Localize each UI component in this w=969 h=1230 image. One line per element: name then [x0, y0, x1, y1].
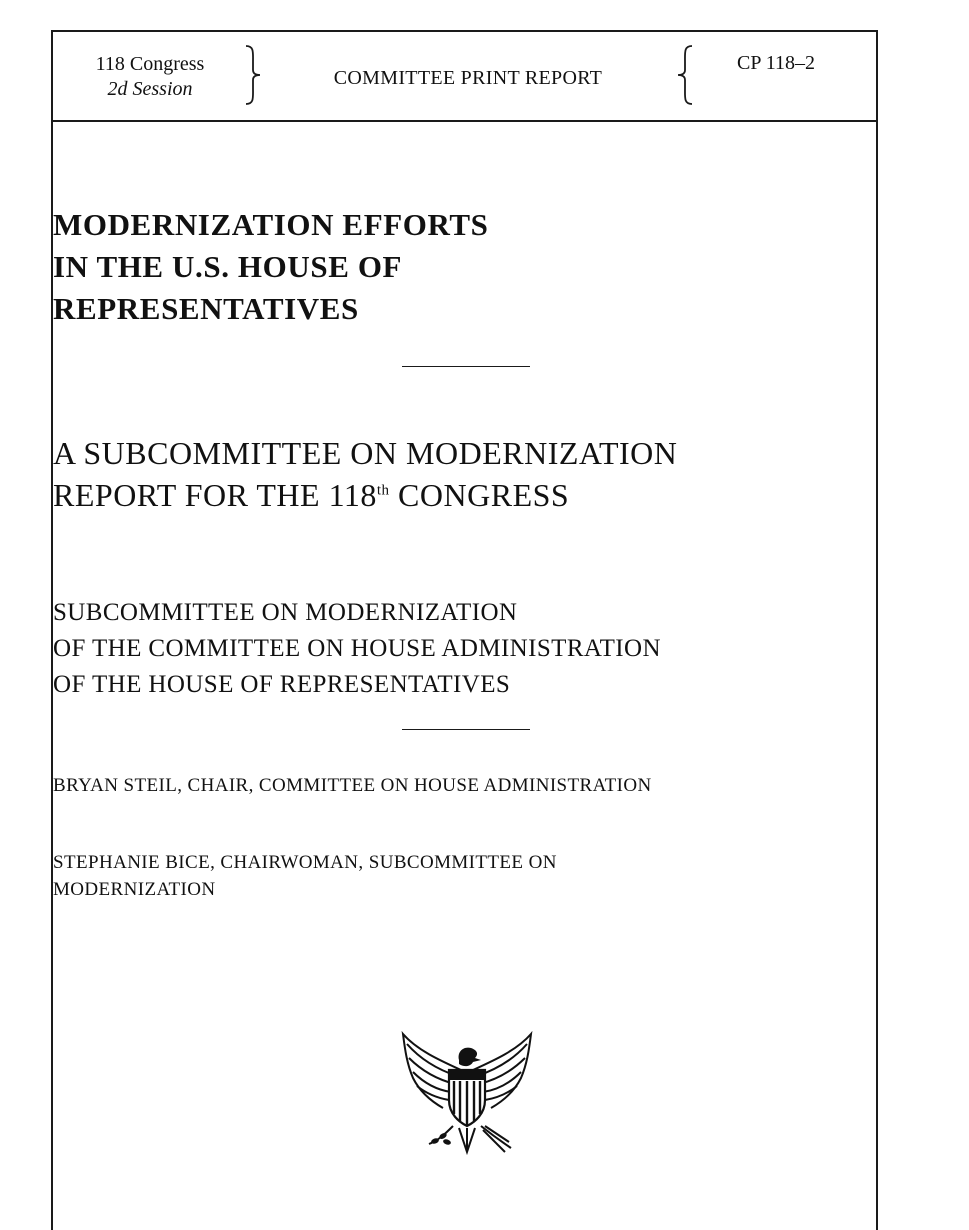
chair-line: BRYAN STEIL, CHAIR, COMMITTEE ON HOUSE ADMINISTRATION — [53, 775, 652, 796]
subtitle-line — [53, 474, 876, 516]
congress-label: 118 Congress — [95, 53, 205, 75]
divider-rule — [402, 366, 530, 367]
chairwoman-block — [53, 849, 876, 903]
subtitle-prefix: REPORT FOR THE 118 — [53, 477, 377, 513]
session-label: 2d Session — [107, 78, 193, 100]
great-seal-eagle-icon — [399, 1030, 535, 1156]
left-brace-icon — [675, 44, 695, 106]
ordinal-suffix: th — [376, 482, 390, 499]
committee-block — [53, 595, 876, 703]
divider-rule — [402, 729, 530, 730]
subtitle-suffix: CONGRESS — [389, 477, 570, 513]
chairwoman-line: MODERNIZATION — [53, 879, 216, 900]
print-number: CP 118–2 — [737, 52, 815, 74]
main-title-line: IN THE U.S. HOUSE OF — [53, 249, 403, 284]
page-frame — [51, 30, 878, 1230]
committee-line: OF THE COMMITTEE ON HOUSE ADMINISTRATION — [53, 635, 661, 662]
committee-line: SUBCOMMITTEE ON MODERNIZATION — [53, 599, 518, 626]
document-header — [53, 32, 876, 122]
main-title-line: MODERNIZATION EFFORTS — [53, 207, 489, 242]
committee-line: OF THE HOUSE OF REPRESENTATIVES — [53, 671, 511, 698]
chairwoman-line: STEPHANIE BICE, CHAIRWOMAN, SUBCOMMITTEE ON — [53, 852, 557, 873]
main-title — [53, 204, 876, 330]
congress-session-block — [85, 52, 215, 102]
report-subtitle — [53, 432, 876, 516]
subtitle-line: A SUBCOMMITTEE ON MODERNIZATION — [53, 435, 678, 471]
main-title-line: REPRESENTATIVES — [53, 291, 359, 326]
report-type: COMMITTEE PRINT REPORT — [333, 67, 603, 89]
right-brace-icon — [243, 44, 263, 106]
